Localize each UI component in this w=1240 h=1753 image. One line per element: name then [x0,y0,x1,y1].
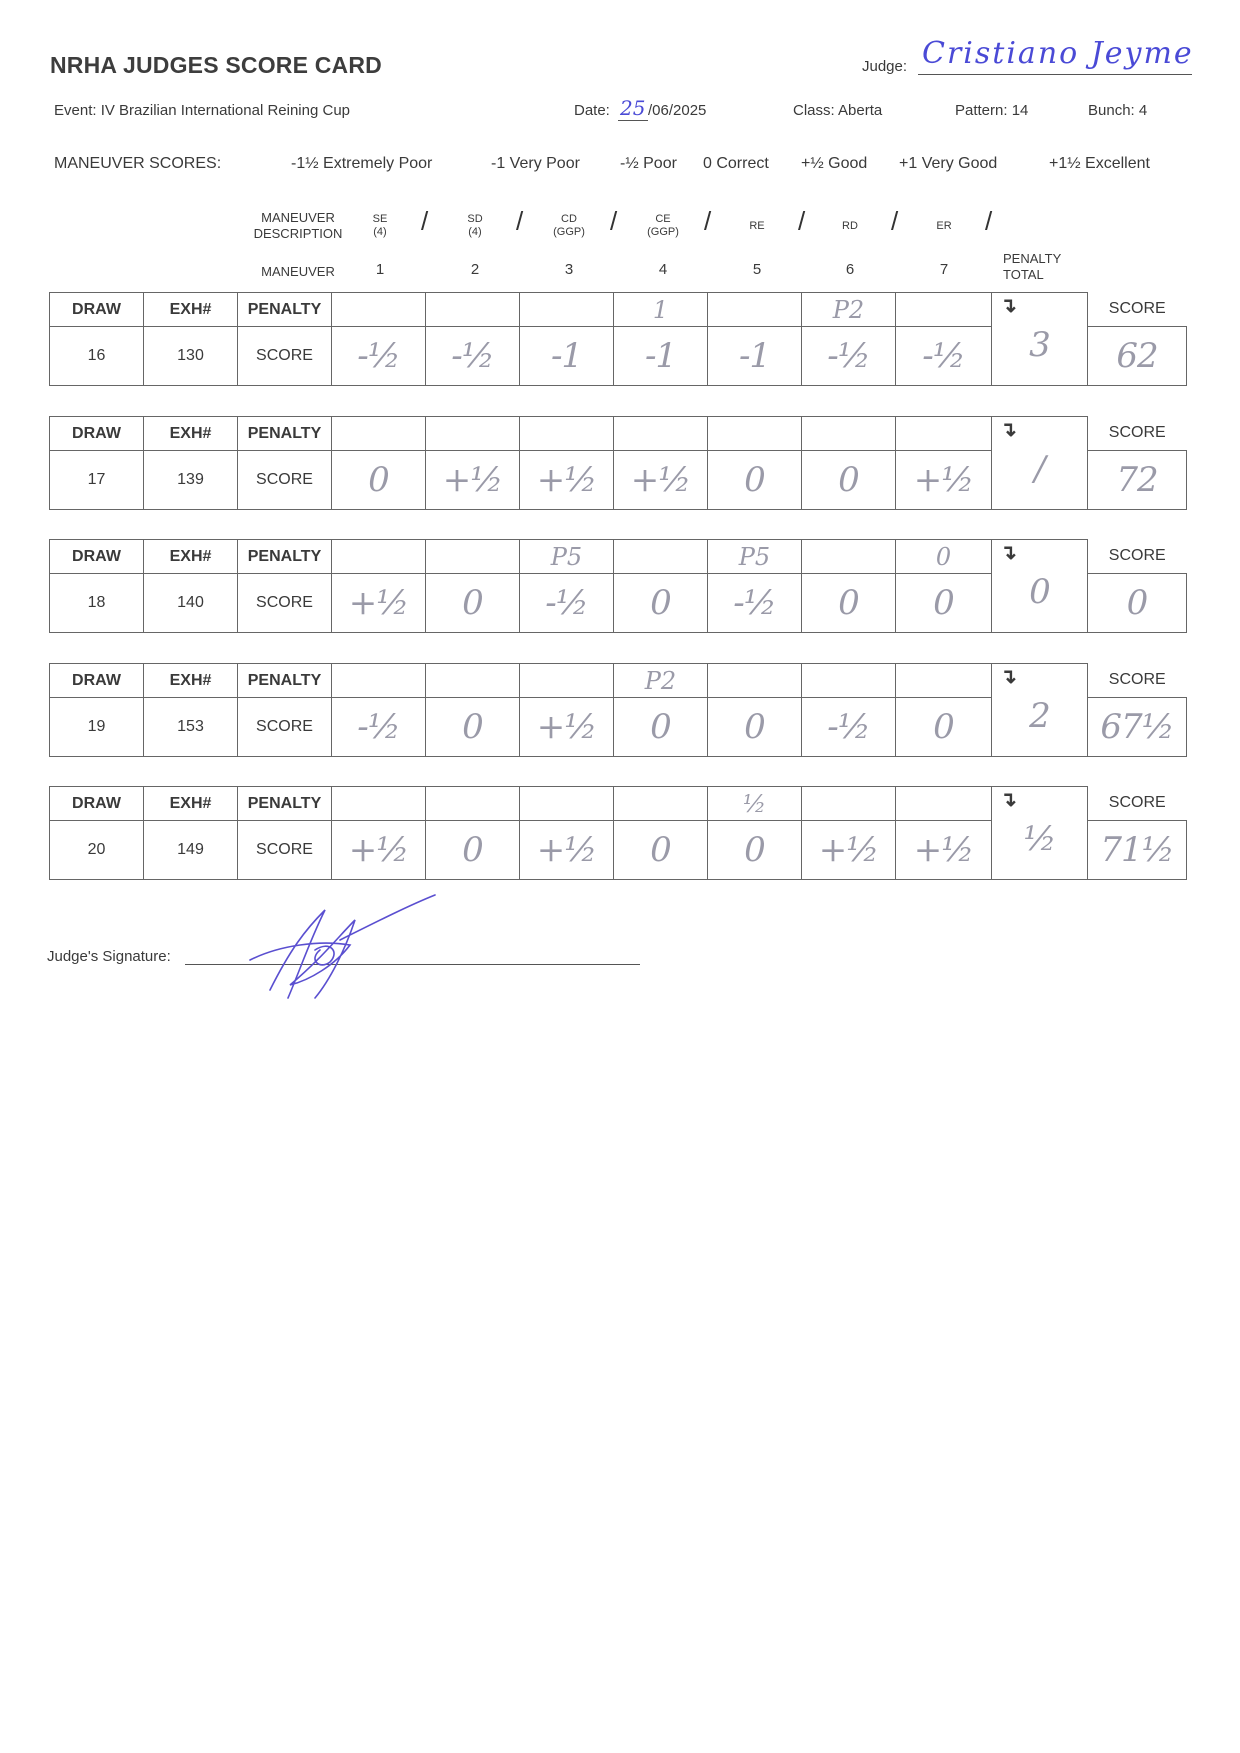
penalty-cell[interactable] [520,664,614,698]
scale-item: -½ Poor [620,155,677,172]
maneuver-score-cell[interactable]: 0 [614,574,708,633]
class-label: Class: Aberta [793,102,883,119]
maneuver-score-cell[interactable]: +½ [426,451,520,510]
maneuver-score-cell[interactable]: +½ [614,451,708,510]
penalty-header: PENALTY [238,417,332,451]
maneuver-score-cell[interactable]: 0 [614,698,708,757]
maneuver-score-cell[interactable]: 0 [426,574,520,633]
maneuver-divider: / [704,206,712,236]
penalty-header: PENALTY [238,540,332,574]
maneuver-row-label: MANEUVER [261,264,335,279]
penalty-cell[interactable] [426,293,520,327]
maneuver-score-cell[interactable]: -½ [708,574,802,633]
final-score-value[interactable]: 62 [1088,327,1187,386]
draw-value: 16 [50,327,144,386]
penalty-header: PENALTY [238,787,332,821]
score-row-label: SCORE [238,574,332,633]
penalty-total-value[interactable]: 2 [1029,696,1050,736]
maneuver-divider: / [516,206,524,236]
exh-header: EXH# [144,664,238,698]
maneuver-code: SD (4) [467,213,483,238]
maneuver-score-cell[interactable]: -½ [332,327,426,386]
judge-name-handwritten: Cristiano Jeyme [922,36,1194,71]
maneuver-score-cell[interactable]: -½ [426,327,520,386]
maneuver-score-cell[interactable]: -1 [708,327,802,386]
exh-value: 130 [144,327,238,386]
penalty-cell[interactable] [896,664,992,698]
maneuver-score-cell[interactable]: +½ [520,451,614,510]
penalty-cell[interactable] [332,417,426,451]
penalty-cell[interactable] [708,293,802,327]
score-row-label: SCORE [238,327,332,386]
maneuver-number: 5 [752,261,762,278]
maneuver-score-cell[interactable]: 0 [708,451,802,510]
score-row-label: SCORE [238,821,332,880]
penalty-cell[interactable] [520,787,614,821]
maneuver-score-cell[interactable]: -1 [520,327,614,386]
maneuver-score-cell[interactable]: 0 [896,574,992,633]
score-row-label: SCORE [238,698,332,757]
penalty-cell[interactable] [802,787,896,821]
penalty-cell[interactable] [802,664,896,698]
maneuver-score-cell[interactable]: 0 [426,821,520,880]
maneuver-divider: / [610,206,618,236]
penalty-cell[interactable] [520,293,614,327]
scale-item: -1½ Extremely Poor [291,155,433,172]
pattern-label: Pattern: 14 [955,102,1029,119]
maneuver-score-cell[interactable]: +½ [520,821,614,880]
date-rest: /06/2025 [648,102,707,119]
maneuver-divider: / [798,206,806,236]
maneuver-divider: / [891,206,899,236]
exh-value: 140 [144,574,238,633]
maneuver-score-cell[interactable]: 0 [332,451,426,510]
judge-line [918,74,1192,75]
penalty-arrow-icon: ↴ 0 [992,540,1088,633]
score-table [49,786,1187,880]
maneuver-code: CD (GGP) [553,213,585,238]
penalty-total-label: PENALTY TOTAL [1003,251,1062,282]
draw-header: DRAW [50,787,144,821]
final-score-value[interactable]: 71½ [1088,821,1187,880]
maneuver-score-cell[interactable]: +½ [520,698,614,757]
maneuver-code: RD [842,220,858,232]
penalty-arrow-icon: ↴ / [992,417,1088,510]
maneuver-divider: / [985,206,993,236]
penalty-cell[interactable]: P2 [614,664,708,698]
maneuver-code: RE [749,220,765,232]
date-label: Date: [574,102,610,119]
maneuver-number: 6 [845,261,855,278]
penalty-cell[interactable]: ½ [708,787,802,821]
draw-header: DRAW [50,664,144,698]
penalty-cell[interactable] [332,293,426,327]
exh-value: 153 [144,698,238,757]
maneuver-divider: / [421,206,429,236]
date-day-line [618,120,648,121]
draw-value: 17 [50,451,144,510]
maneuver-number: 2 [470,261,480,278]
judge-label: Judge: [862,58,908,75]
penalty-cell[interactable] [332,787,426,821]
maneuver-score-cell[interactable]: -½ [332,698,426,757]
penalty-cell[interactable] [614,787,708,821]
maneuver-score-cell[interactable]: -½ [896,327,992,386]
scale-item: +1½ Excellent [1049,155,1150,172]
penalty-header: PENALTY [238,664,332,698]
score-row-label: SCORE [238,451,332,510]
maneuver-scores-label: MANEUVER SCORES: [54,155,222,172]
penalty-cell[interactable] [896,417,992,451]
draw-value: 18 [50,574,144,633]
final-score-value[interactable]: 0 [1088,574,1187,633]
penalty-cell[interactable] [426,417,520,451]
penalty-cell[interactable] [614,540,708,574]
penalty-arrow-icon: ↴ 3 [992,293,1088,386]
bunch-label: Bunch: 4 [1088,102,1148,119]
penalty-cell[interactable] [426,540,520,574]
score-table [49,539,1187,633]
exh-value: 149 [144,821,238,880]
maneuver-score-cell[interactable]: 0 [802,451,896,510]
score-header: SCORE [1088,787,1187,821]
penalty-cell[interactable] [520,417,614,451]
penalty-total-value[interactable]: / [1034,449,1045,489]
maneuver-score-cell[interactable]: -½ [802,698,896,757]
scale-item: +½ Good [801,155,868,172]
maneuver-score-cell[interactable]: +½ [332,821,426,880]
penalty-cell[interactable]: P5 [708,540,802,574]
maneuver-code: CE (GGP) [647,213,679,238]
exh-header: EXH# [144,417,238,451]
draw-value: 19 [50,698,144,757]
maneuver-score-cell[interactable]: 0 [896,698,992,757]
exh-header: EXH# [144,293,238,327]
date-day-handwritten: 25 [620,96,646,120]
penalty-header: PENALTY [238,293,332,327]
maneuver-score-cell[interactable]: +½ [332,574,426,633]
penalty-cell[interactable] [614,417,708,451]
maneuver-number: 1 [375,261,385,278]
draw-header: DRAW [50,293,144,327]
score-table [49,292,1187,386]
maneuver-score-cell[interactable]: -½ [520,574,614,633]
penalty-cell[interactable] [896,787,992,821]
maneuver-score-cell[interactable]: 0 [426,698,520,757]
penalty-cell[interactable] [896,293,992,327]
exh-header: EXH# [144,540,238,574]
penalty-cell[interactable]: 0 [896,540,992,574]
maneuver-score-cell[interactable]: 0 [708,698,802,757]
maneuver-score-cell[interactable]: +½ [896,451,992,510]
exh-header: EXH# [144,787,238,821]
maneuver-number: 4 [658,261,668,278]
penalty-cell[interactable] [802,540,896,574]
penalty-total-value[interactable]: ½ [1023,819,1056,859]
score-table [49,663,1187,757]
penalty-total-value[interactable]: 0 [1029,572,1050,612]
draw-header: DRAW [50,540,144,574]
score-header: SCORE [1088,664,1187,698]
maneuver-score-cell[interactable]: -½ [802,327,896,386]
signature-label: Judge's Signature: [47,948,171,965]
penalty-cell[interactable] [332,540,426,574]
penalty-arrow-icon: ↴ ½ [992,787,1088,880]
penalty-cell[interactable] [332,664,426,698]
maneuver-code: SE (4) [372,213,388,238]
penalty-cell[interactable] [708,417,802,451]
score-table [49,416,1187,510]
scale-item: +1 Very Good [899,155,998,172]
maneuver-code: ER [936,220,952,232]
maneuver-score-cell[interactable]: -1 [614,327,708,386]
penalty-cell[interactable] [802,417,896,451]
penalty-cell[interactable] [426,787,520,821]
signature-image [230,890,450,1015]
penalty-arrow-icon: ↴ 2 [992,664,1088,757]
draw-value: 20 [50,821,144,880]
maneuver-score-cell[interactable]: +½ [802,821,896,880]
penalty-cell[interactable]: 1 [614,293,708,327]
scale-item: -1 Very Poor [491,155,580,172]
score-header: SCORE [1088,293,1187,327]
maneuver-score-cell[interactable]: 0 [802,574,896,633]
card-title: NRHA JUDGES SCORE CARD [50,52,382,78]
maneuver-score-cell[interactable]: +½ [896,821,992,880]
penalty-cell[interactable]: P5 [520,540,614,574]
maneuver-score-cell[interactable]: 0 [708,821,802,880]
final-score-value[interactable]: 72 [1088,451,1187,510]
penalty-cell[interactable] [708,664,802,698]
penalty-cell[interactable] [426,664,520,698]
maneuver-score-cell[interactable]: 0 [614,821,708,880]
maneuver-description-label: MANEUVER DESCRIPTION [253,210,343,241]
penalty-total-value[interactable]: 3 [1029,325,1050,365]
scale-item: 0 Correct [703,155,769,172]
final-score-value[interactable]: 67½ [1088,698,1187,757]
maneuver-number: 3 [564,261,574,278]
draw-header: DRAW [50,417,144,451]
event-name: Event: IV Brazilian International Reining Cup [54,102,351,119]
score-header: SCORE [1088,540,1187,574]
penalty-cell[interactable]: P2 [802,293,896,327]
exh-value: 139 [144,451,238,510]
maneuver-number: 7 [939,261,949,278]
score-header: SCORE [1088,417,1187,451]
